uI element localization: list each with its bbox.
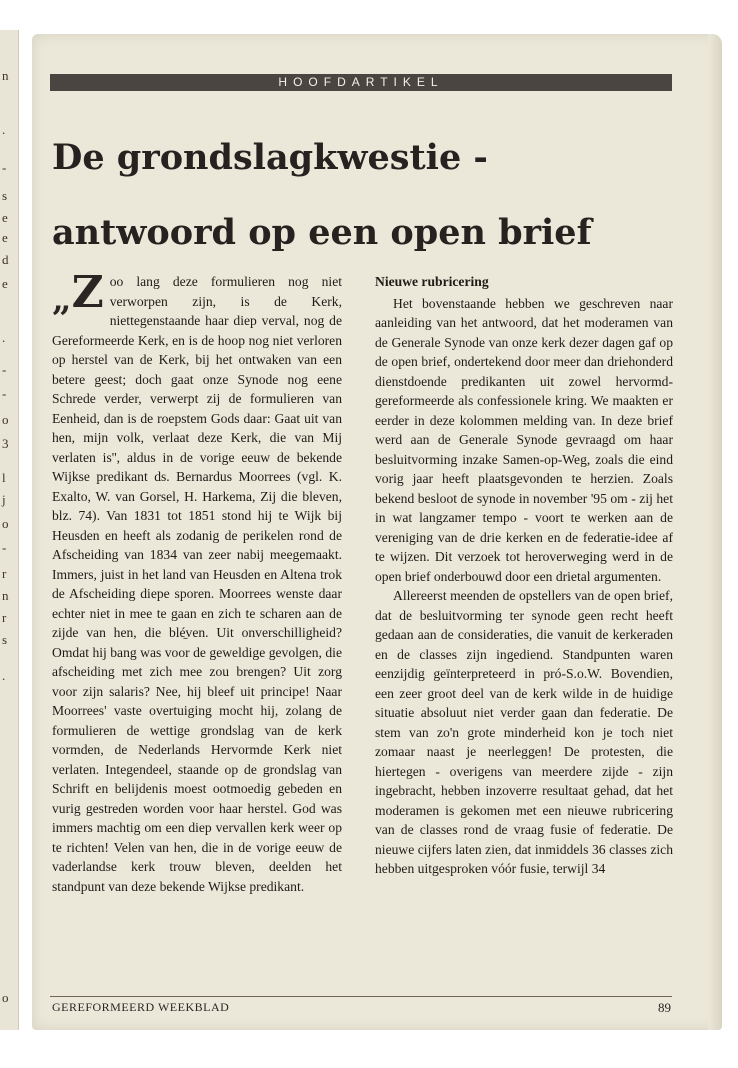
margin-fragment: 3 [2, 436, 9, 451]
page-curl-shadow [708, 34, 722, 1030]
drop-cap: „Z [52, 267, 104, 320]
margin-fragment: n [2, 68, 9, 83]
subheading: Nieuwe rubricering [375, 274, 489, 289]
margin-fragment: . [2, 668, 6, 683]
margin-fragment: e [2, 276, 8, 291]
margin-fragment: r [2, 566, 7, 581]
margin-fragment: l [2, 470, 6, 485]
margin-fragment: - [2, 540, 7, 555]
margin-fragment: o [2, 516, 9, 531]
footer-rule [50, 996, 672, 997]
margin-fragment: . [2, 122, 6, 137]
margin-fragment: - [2, 160, 7, 175]
margin-fragment: - [2, 386, 7, 401]
margin-fragment: e [2, 210, 8, 225]
opening-text: oo lang deze formulieren nog niet verworpen zijn, is de Kerk, niettegenstaande haar diep verval, nog de Gereformeerde Kerk, en is de hoop nog niet verloren op herstel van de Kerk, bij het ontwaken van een betere geest; doch gaat onze Synode nog eene Schrede verder, verwerpt zij de formulieren van Eenheid, dan is de roepstem Gods daar: Gaat uit van hen, mijn volk, verlaat deze Kerk, die van Mij verlaten is'', aldus in de vorige eeuw de bekende Wijkse predikant ds. Bernardus Moorrees (vgl. K. Exalto, W. van Gorsel, H. Harkema, Zij die bleven, blz. 74). Van 1831 tot 1851 stond hij te Wijk bij Heusden en heeft als zodanig de perikelen rond de Afscheiding van 1834 van zeer nabij meegemaakt. Immers, juist in het land van Heusden en Altena trok de Afscheiding diepe sporen. Moorrees wenste daar echter niet in mee te gaan en zich te scharen aan de zijde van hen, die blé̱ven. Uit onverschilligheid? Omdat hij bang was voor de geweldige gevolgen, die afscheiding met zich mee zou brengen? Uit zorg voor zijn salaris? Nee, hij bleef uit principe! Naar Moorrees' vaste overtuiging mocht hij, zolang de formulieren de wettige grondslag van de kerk vormden, de Nederlands Hervormde Kerk niet verlaten. Integendeel, staande op de grondslag van Schrift en belijdenis moest ootmoedig gebeden en vurig gestreden worden voor haar herstel. God was immers machtig om een diep vervallen kerk weer op te richten! Velen van hen, die in de vorige eeuw de vaderlandse kerk trouw bleven, deelden het standpunt van deze bekende Wijkse predikant. [52, 274, 342, 894]
magazine-page [32, 34, 722, 1030]
margin-fragment: e [2, 230, 8, 245]
opening-paragraph [52, 267, 342, 896]
margin-fragment: o [2, 990, 9, 1005]
section-header-bar: HOOFDARTIKEL [50, 74, 672, 91]
margin-fragment: r [2, 610, 7, 625]
publication-name: GEREFORMEERD WEEKBLAD [52, 1000, 230, 1014]
page-number: 89 [658, 1000, 671, 1015]
margin-fragment: s [2, 188, 8, 203]
left-column [52, 267, 342, 896]
margin-fragment: n [2, 588, 9, 603]
margin-fragment: j [2, 492, 6, 507]
margin-fragment: - [2, 362, 7, 377]
article-title: De grondslagkwestie - antwoord op een open brief [52, 137, 592, 253]
right-column [375, 272, 673, 879]
adjacent-page-edge [0, 30, 19, 1030]
paragraph-2: Allereerst meenden de opstellers van de open brief, dat de besluitvorming ter synode geen recht heeft gedaan aan de consideraties, die vanuit de kerkeraden en de classes zijn ingediend. Standpunten waren eenzijdig geïnterpreteerd in pró-S.o.W. Bovendien, een zeer groot deel van de kerk wilde in de huidige situatie absoluut niet verder gaan dan federatie. De stem van zo'n grote minderheid kon je toch niet zomaar naast je neerleggen! De protesten, die hiertegen - overigens van meerdere zijde - zijn ingebracht, hebben inzoverre resultaat gehad, dat het moderamen is gekomen met een nieuwe rubricering van de classes rond de vraag fusie of federatie. De nieuwe cijfers laten zien, dat inmiddels 36 classes zich hebben uitgesproken vóór fusie, terwijl 34 [375, 588, 673, 876]
paragraph-1: Het bovenstaande hebben we geschreven naar aanleiding van het antwoord, dat het moderamen van de Generale Synode van onze kerk dezer dagen gaf op de open brief, ondertekend door meer dan driehonderd dienstdoende predikanten uit zowel hervormd-gereformeerde als confessionele kring. We maakten er eerder in deze kolommen melding van. In deze brief werd aan de Generale Synode gevraagd om haar besluitvorming inzake Samen-op-Weg, zoals die eind vorig jaar heeft plaatsgevonden te herzien. Zoals bekend besloot de synode in november '95 om - zij het in wat langzamer tempo - voort te werken aan de vereniging van de drie kerken en de federatie-idee af te wijzen. Dit verzoek tot heroverweging werd in de open brief onderbouwd door een drietal argumenten. [375, 295, 673, 584]
margin-fragment: s [2, 632, 8, 647]
margin-fragment: d [2, 252, 9, 267]
margin-fragment: o [2, 412, 9, 427]
margin-fragment: . [2, 330, 6, 345]
